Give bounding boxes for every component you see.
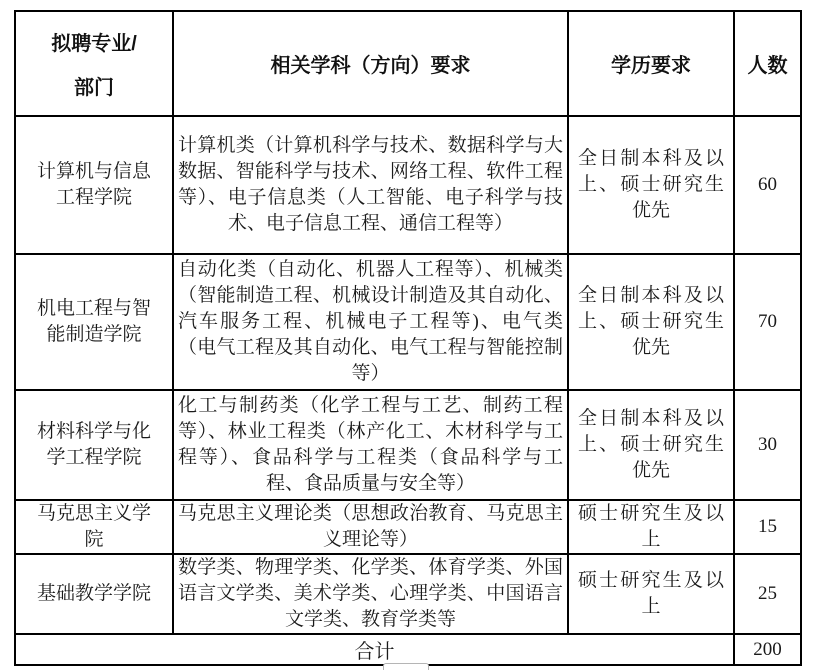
department-cell: 材料科学与化学工程学院	[15, 390, 173, 500]
recruitment-table	[14, 10, 802, 666]
header-count: 人数	[734, 11, 801, 116]
department-cell: 基础教学学院	[15, 554, 173, 634]
table-row	[15, 554, 801, 634]
education-cell: 全日制本科及以上、硕士研究生优先	[568, 116, 734, 254]
clipped-bottom-element	[383, 663, 429, 670]
department-cell: 马克思主义学院	[15, 500, 173, 554]
education-cell: 全日制本科及以上、硕士研究生优先	[568, 390, 734, 500]
department-cell: 计算机与信息工程学院	[15, 116, 173, 254]
table-row	[15, 500, 801, 554]
header-education: 学历要求	[568, 11, 734, 116]
header-department	[15, 11, 173, 116]
majors-cell: 化工与制药类（化学工程与工艺、制药工程等）、林业工程类（林产化工、木材科学与工程等）、食品科学与工程类（食品科学与工程、食品质量与安全等）	[173, 390, 568, 500]
majors-cell: 计算机类（计算机科学与技术、数据科学与大数据、智能科学与技术、网络工程、软件工程等）、电子信息类（人工智能、电子科学与技术、电子信息工程、通信工程等）	[173, 116, 568, 254]
education-cell: 全日制本科及以上、硕士研究生优先	[568, 254, 734, 390]
majors-cell: 自动化类（自动化、机器人工程等）、机械类（智能制造工程、机械设计制造及其自动化、汽车服务工程、机械电子工程等)、电气类（电气工程及其自动化、电气工程与智能控制等）	[173, 254, 568, 390]
total-row	[15, 634, 801, 665]
header-majors: 相关学科（方向）要求	[173, 11, 568, 116]
total-count-cell: 200	[734, 634, 801, 665]
majors-cell: 数学类、物理学类、化学类、体育学类、外国语言文学类、美术学类、心理学类、中国语言文学类、教育学类等	[173, 554, 568, 634]
count-cell: 60	[734, 116, 801, 254]
table-row	[15, 390, 801, 500]
table-row	[15, 254, 801, 390]
majors-cell: 马克思主义理论类（思想政治教育、马克思主义理论等）	[173, 500, 568, 554]
count-cell: 70	[734, 254, 801, 390]
education-cell: 硕士研究生及以上	[568, 554, 734, 634]
table-row	[15, 116, 801, 254]
header-department-line2: 部门	[74, 77, 114, 99]
header-row	[15, 11, 801, 116]
header-department-line1: 拟聘专业/	[51, 33, 137, 55]
count-cell: 15	[734, 500, 801, 554]
count-cell: 30	[734, 390, 801, 500]
count-cell: 25	[734, 554, 801, 634]
department-cell: 机电工程与智能制造学院	[15, 254, 173, 390]
education-cell: 硕士研究生及以上	[568, 500, 734, 554]
total-label-cell: 合计	[15, 634, 734, 665]
